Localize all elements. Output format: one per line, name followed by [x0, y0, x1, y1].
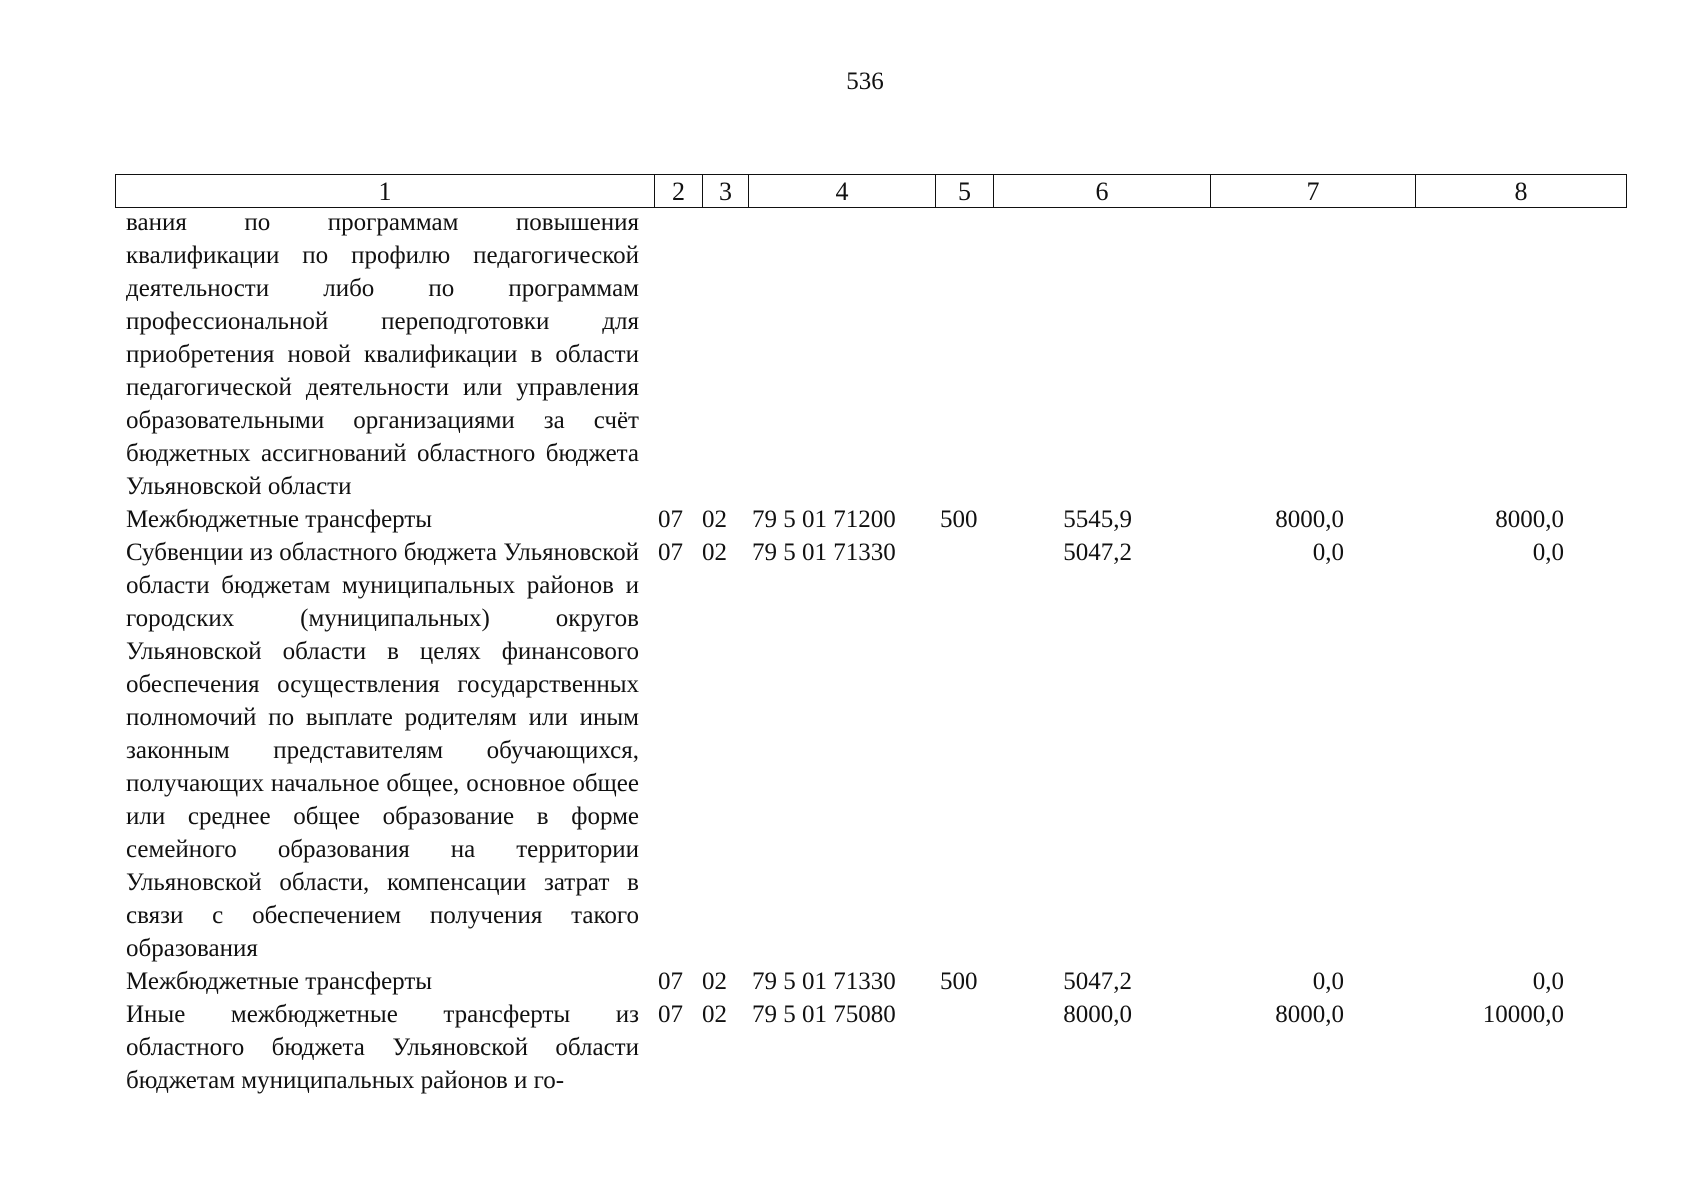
table-row [0, 965, 1706, 998]
target-article-code: 79 5 01 71330 [752, 968, 896, 995]
subsection-code: 02 [702, 1001, 727, 1028]
subsection-code: 02 [702, 539, 727, 566]
amount-col-6: 8000,0 [1063, 1001, 1132, 1028]
column-header-4: 4 [749, 175, 936, 207]
amount-col-8: 8000,0 [1495, 506, 1564, 533]
column-header-5: 5 [936, 175, 994, 207]
amount-col-6: 5047,2 [1063, 968, 1132, 995]
table-row [0, 998, 1706, 1097]
row-description: Иные межбюджетные трансферты из областного бюджета Ульяновской области бюджетам муниципальных районов и го- [126, 1001, 639, 1094]
amount-col-7: 8000,0 [1275, 506, 1344, 533]
expense-type-code: 500 [940, 506, 978, 533]
target-article-code: 79 5 01 71330 [752, 539, 896, 566]
column-header-6: 6 [994, 175, 1211, 207]
target-article-code: 79 5 01 71200 [752, 506, 896, 533]
subsection-code: 02 [702, 968, 727, 995]
column-header-3: 3 [703, 175, 749, 207]
row-description: Субвенции из областного бюджета Ульяновской области бюджетам муниципальных районов и городских (муниципальных) округов Ульяновской области в целях финансового обеспечения осуществления государственных полномочий по выплате родителям или иным законным представителям обучающихся, получающих начальное общее, основное общее или среднее общее образование в форме семейного образования на территории Ульяновской области, компенсации затрат в связи с обеспечением получения такого образования [126, 539, 639, 962]
column-header-8: 8 [1514, 177, 1528, 206]
amount-col-6: 5545,9 [1063, 506, 1132, 533]
section-code: 07 [658, 968, 683, 995]
row-description: вания по программам повышения квалификации по профилю педагогической деятельности либо по программам профессиональной переподготовки для приобретения новой квалификации в области педагогической деятельности или управления образовательными организациями за счёт бюджетных ассигнований областного бюджета Ульяновской области [126, 209, 639, 500]
section-code: 07 [658, 1001, 683, 1028]
table-row [0, 536, 1706, 965]
table-row [0, 206, 1706, 503]
row-description: Межбюджетные трансферты [126, 506, 433, 533]
amount-col-8: 0,0 [1532, 539, 1564, 566]
amount-col-8: 0,0 [1532, 968, 1564, 995]
expense-type-code: 500 [940, 968, 978, 995]
row-description: Межбюджетные трансферты [126, 968, 433, 995]
amount-col-8: 10000,0 [1482, 1001, 1564, 1028]
table-header [115, 174, 1627, 208]
amount-col-7: 0,0 [1312, 968, 1344, 995]
page-number: 536 [846, 68, 884, 95]
column-header-1: 1 [116, 175, 655, 207]
amount-col-7: 0,0 [1312, 539, 1344, 566]
subsection-code: 02 [702, 506, 727, 533]
section-code: 07 [658, 539, 683, 566]
table-body [0, 206, 1706, 1097]
column-header-2: 2 [655, 175, 703, 207]
amount-col-6: 5047,2 [1063, 539, 1132, 566]
column-header-7: 7 [1211, 175, 1416, 207]
table-row [0, 503, 1706, 536]
amount-col-7: 8000,0 [1275, 1001, 1344, 1028]
target-article-code: 79 5 01 75080 [752, 1001, 896, 1028]
section-code: 07 [658, 506, 683, 533]
